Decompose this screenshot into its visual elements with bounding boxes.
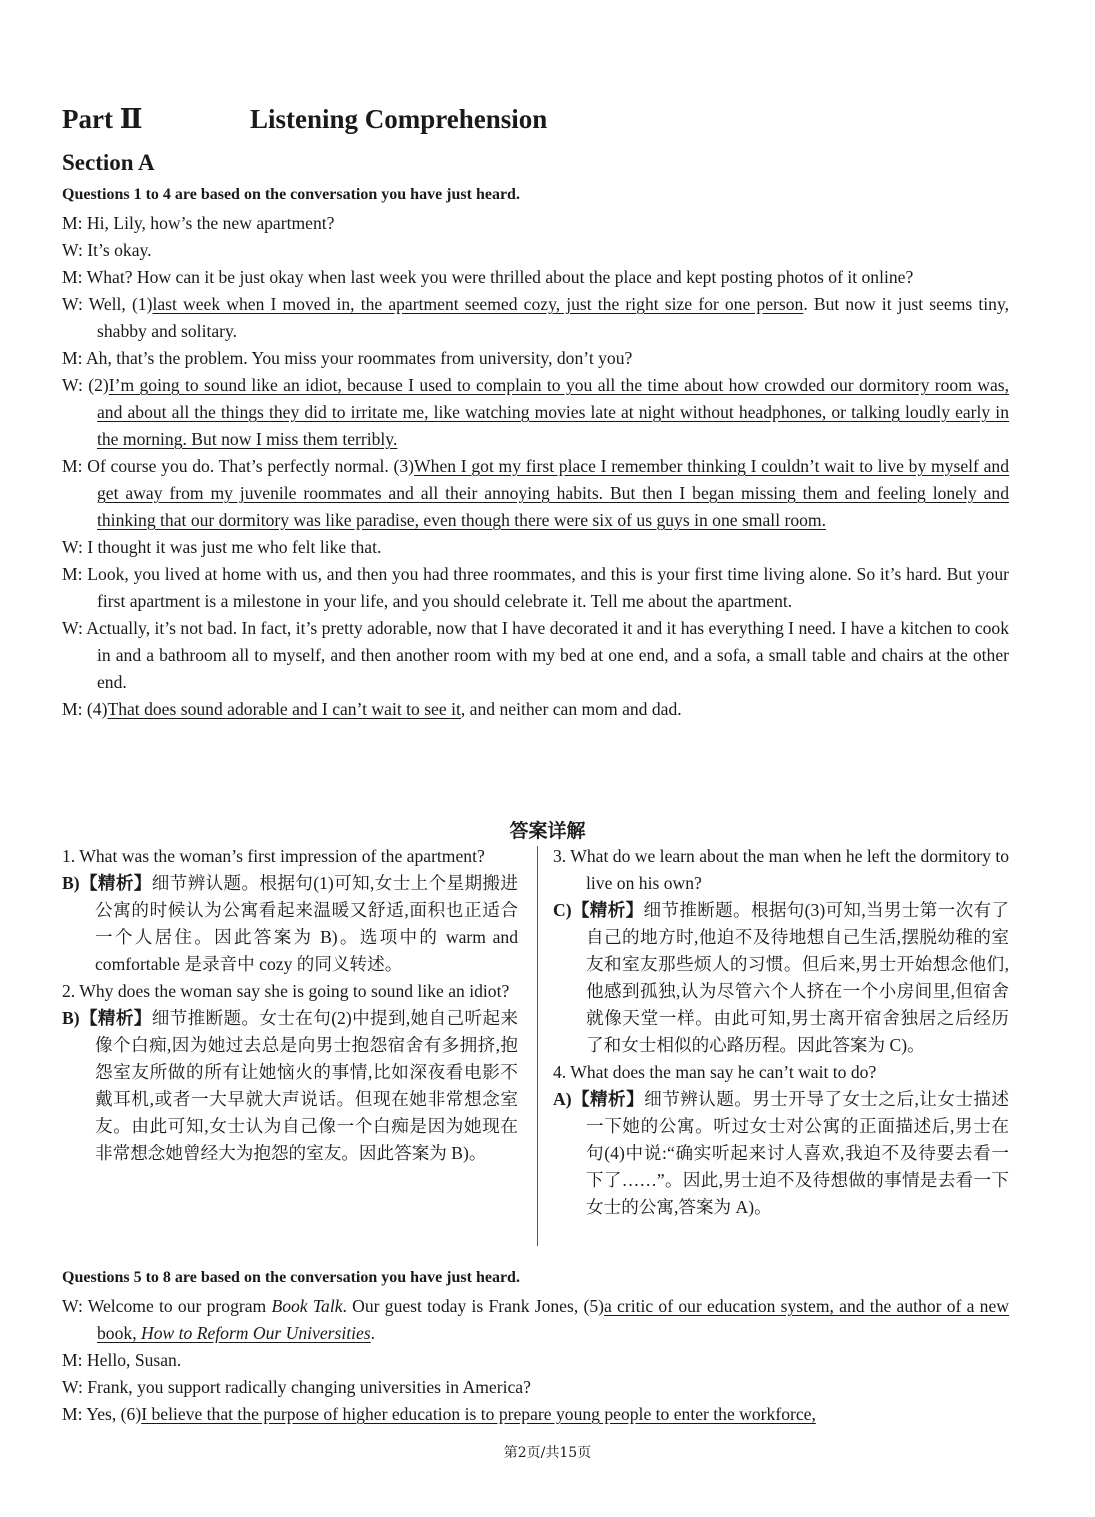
underlined-key-sentence: When I got my first place I remember thinking I couldn’t wait to live by myself and get away from my juvenile roommates and all their annoying habits. But then I began missing them and feeling lonely and thinking that our dormitory was like paradise, even though there were six of us guys in one small room. bbox=[97, 456, 1009, 530]
part-title: Listening Comprehension bbox=[250, 104, 548, 134]
underlined-key-sentence: That does sound adorable and I can’t wait to see it bbox=[107, 699, 461, 719]
dialogue-text: W: Frank, you support radically changing universities in America? bbox=[62, 1377, 531, 1397]
dialogue-text: W: It’s okay. bbox=[62, 240, 152, 260]
answers-title: 答案详解 bbox=[509, 820, 586, 842]
dialogue-text: . But now it just seems tiny, shabby and solitary. bbox=[97, 294, 1009, 341]
dialogue-line bbox=[62, 534, 1009, 561]
underlined-key-sentence: I’m going to sound like an idiot, because I used to complain to you all the time about how crowded our dormitory room was, and about all the things they did to irritate me, like watching movies late at night without headphones, or talking loudly early in the morning. But now I miss them terribly. bbox=[97, 375, 1010, 449]
dialogue-text: M: What? How can it be just okay when last week you were thrilled about the place and kept posting photos of it online? bbox=[62, 267, 914, 287]
dialogue-text: M: Of course you do. That’s perfectly normal. (3) bbox=[62, 456, 415, 476]
dialogue-line bbox=[62, 210, 1009, 237]
answer-explanation bbox=[553, 897, 1009, 1059]
dialogue-line bbox=[62, 696, 1009, 723]
explanation-text: 细节辨认题。男士开导了女士之后,让女士描述一下她的公寓。听过女士对公寓的正面描述后,男士在句(4)中说:“确实听起来讨人喜欢,我迫不及待要去看一下了……”。因此,男士迫不及待想做的事情是去看一下女士的公寓,答案为 A)。 bbox=[586, 1089, 1009, 1217]
dialogue-text: M: Hello, Susan. bbox=[62, 1350, 182, 1370]
dialogue-text: , and neither can mom and dad. bbox=[460, 699, 682, 719]
dialogue-line bbox=[62, 615, 1009, 696]
dialogue-line bbox=[62, 372, 1009, 453]
dialogue-line bbox=[62, 1401, 1009, 1428]
dialogue-text: M: (4) bbox=[62, 699, 108, 719]
dialogue-text: . bbox=[370, 1323, 376, 1343]
dialogue-line bbox=[62, 237, 1009, 264]
question: 4. What does the man say he can’t wait to do? bbox=[553, 1062, 877, 1082]
dialogue-text: . Our guest today is Frank Jones, (5) bbox=[342, 1296, 604, 1316]
explanation-text: 细节推断题。女士在句(2)中提到,她自己听起来像个白痴,因为她过去总是向男士抱怨宿舍有多拥挤,抱怨室友所做的所有让她恼火的事情,比如深夜看电影不戴耳机,或者一大早就大声说话。但现在她非常想念室友。由此可知,女士认为自己像一个白痴是因为她现在非常想念她曾经大为抱怨的室友。因此答案为 B)。 bbox=[95, 1008, 518, 1163]
answer-explanation bbox=[62, 1005, 518, 1167]
dialogue-line bbox=[62, 561, 1009, 615]
question: 1. What was the woman’s first impression of the apartment? bbox=[62, 846, 485, 866]
dialogue-text: W: I thought it was just me who felt like that. bbox=[62, 537, 382, 557]
underlined-key-sentence: I believe that the purpose of higher education is to prepare young people to enter the workforce, bbox=[141, 1404, 816, 1424]
dialogue-text: Book Talk bbox=[271, 1296, 343, 1316]
dialogue-text: W: Welcome to our program bbox=[62, 1296, 272, 1316]
column-divider bbox=[537, 846, 538, 1246]
dialogue-line bbox=[62, 345, 1009, 372]
dialogue-text: M: Ah, that’s the problem. You miss your roommates from university, don’t you? bbox=[62, 348, 633, 368]
answer-label: B)【精析】 bbox=[62, 1008, 152, 1028]
dialogue-text: W: Actually, it’s not bad. In fact, it’s pretty adorable, now that I have decorated it and it has everything I need. I have a kitchen to cook in and a bathroom all to myself, and then another room with my bed at one end, and a sofa, a small table and chairs at the other end. bbox=[62, 618, 1009, 692]
underlined-key-sentence: How to Reform Our Universities bbox=[140, 1323, 371, 1343]
dialogue-line bbox=[62, 1293, 1009, 1347]
answer-label: C)【精析】 bbox=[553, 900, 644, 920]
question: 3. What do we learn about the man when he left the dormitory to live on his own? bbox=[553, 846, 1010, 893]
underlined-key-sentence: a critic of our education system, and the author of a new book, bbox=[97, 1296, 1009, 1343]
conversation-2-heading: Questions 5 to 8 are based on the conversation you have just heard. bbox=[62, 1269, 520, 1286]
answer-explanation bbox=[62, 870, 518, 978]
explanation-text: 细节推断题。根据句(3)可知,当男士第一次有了自己的地方时,他迫不及待地想自己生活,摆脱幼稚的室友和室友那些烦人的习惯。但后来,男士开始想念他们,他感到孤独,认为尽管六个人挤在一个小房间里,但宿舍就像天堂一样。由此可知,男士离开宿舍独居之后经历了和女士相似的心路历程。因此答案为 C)。 bbox=[586, 900, 1009, 1055]
explanation-text: 细节辨认题。根据句(1)可知,女士上个星期搬进公寓的时候认为公寓看起来温暖又舒适,面积也正适合一个人居住。因此答案为 B)。选项中的 warm and comfortable 是录音中 cozy 的同义转述。 bbox=[95, 873, 518, 974]
conversation-2-lines bbox=[62, 1293, 1009, 1428]
part-number: Part Ⅱ bbox=[62, 104, 143, 134]
page-footer: 第2页/共15页 bbox=[503, 1445, 592, 1461]
conversation-2 bbox=[62, 1264, 1009, 1428]
dialogue-line bbox=[62, 264, 1009, 291]
dialogue-line bbox=[62, 1347, 1009, 1374]
dialogue-text: W: (2) bbox=[62, 375, 109, 395]
question: 2. Why does the woman say she is going to sound like an idiot? bbox=[62, 981, 510, 1001]
part-heading bbox=[62, 104, 548, 135]
conversation-1 bbox=[62, 181, 1009, 723]
answers-right-column bbox=[553, 843, 1009, 1221]
answer-label: B)【精析】 bbox=[62, 873, 152, 893]
section-heading: Section A bbox=[62, 150, 155, 175]
dialogue-text: M: Look, you lived at home with us, and then you had three roommates, and this is your first time living alone. So it’s hard. But your first apartment is a milestone in your life, and you should celebrate it. Tell me about the apartment. bbox=[62, 564, 1009, 611]
dialogue-line bbox=[62, 1374, 1009, 1401]
answer-label: A)【精析】 bbox=[553, 1089, 645, 1109]
conversation-1-lines bbox=[62, 210, 1009, 723]
dialogue-text: M: Yes, (6) bbox=[62, 1404, 142, 1424]
conversation-1-heading: Questions 1 to 4 are based on the conversation you have just heard. bbox=[62, 186, 520, 203]
answers-left-column bbox=[62, 843, 518, 1167]
dialogue-line bbox=[62, 453, 1009, 534]
dialogue-text: M: Hi, Lily, how’s the new apartment? bbox=[62, 213, 335, 233]
dialogue-line bbox=[62, 291, 1009, 345]
dialogue-text: W: Well, (1) bbox=[62, 294, 153, 314]
answer-explanation bbox=[553, 1086, 1009, 1221]
underlined-key-sentence: last week when I moved in, the apartment seemed cozy, just the right size for one person bbox=[152, 294, 804, 314]
